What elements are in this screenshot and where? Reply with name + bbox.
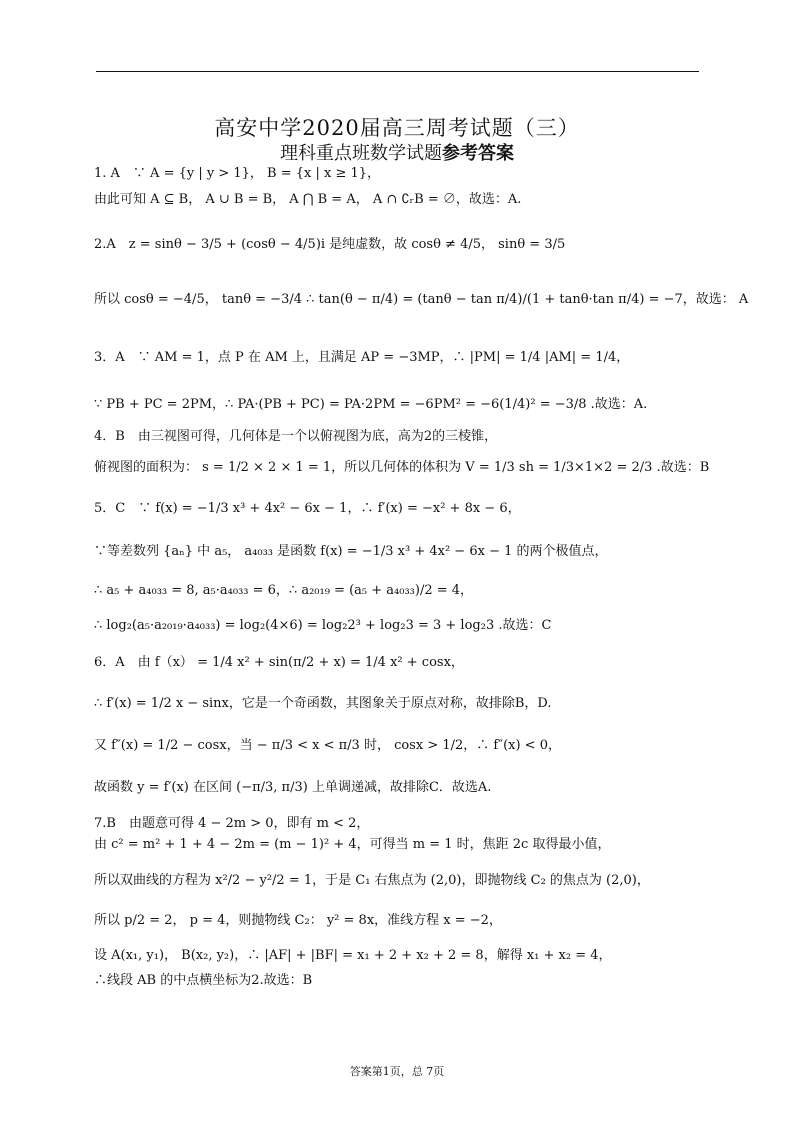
answer-line-4: 所以 cosθ = −4/5， tanθ = −3/4 ∴ tan(θ − π/4) = (tanθ − tan π/4)/(1 + tanθ·tan π/4) = −7，故选： A	[94, 292, 749, 307]
subtitle-plain: 理科重点班数学试题	[280, 143, 442, 164]
page-footer: 答案第1页，总 7页	[349, 1065, 445, 1078]
answer-line-21: 设 A(x₁, y₁)， B(x₂, y₂)，∴ |AF| + |BF| = x₁ + 2 + x₂ + 2 = 8，解得 x₁ + x₂ = 4，	[94, 948, 612, 963]
answer-line-3: 2.A z = sinθ − 3/5 + (cosθ − 4/5)i 是纯虚数，故 cosθ ≠ 4/5， sinθ = 3/5	[94, 237, 566, 252]
answer-line-14: ∴ f′(x) = 1/2 x − sinx，它是一个奇函数，其图象关于原点对称，故排除B，D.	[94, 696, 552, 711]
answer-line-11: ∴ a₅ + a₄₀₃₃ = 8, a₅·a₄₀₃₃ = 6，∴ a₂₀₁₉ = (a₅ + a₄₀₃₃)/2 = 4，	[94, 583, 474, 598]
answer-line-7: 4．B 由三视图可得，几何体是一个以俯视图为底，高为2的三棱锥，	[94, 429, 498, 444]
answer-line-20: 所以 p/2 = 2， p = 4，则抛物线 C₂： y² = 8x，准线方程 x = −2，	[94, 913, 502, 928]
answer-line-5: 3．A ∵ AM = 1，点 P 在 AM 上，且满足 AP = −3MP，∴ |PM| = 1/4 |AM| = 1/4，	[94, 350, 630, 365]
answer-line-12: ∴ log₂(a₅·a₂₀₁₉·a₄₀₃₃) = log₂(4×6) = log₂2³ + log₂3 = 3 + log₂3 .故选：C	[94, 618, 552, 633]
answer-line-19: 所以双曲线的方程为 x²/2 − y²/2 = 1，于是 C₁ 右焦点为 (2,0)，即抛物线 C₂ 的焦点为 (2,0)，	[94, 873, 650, 888]
answer-line-2: 由此可知 A ⊆ B， A ∪ B = B， A ⋂ B = A， A ∩ ∁ᵣB = ∅，故选：A.	[94, 192, 522, 207]
page-subtitle	[0, 139, 794, 165]
header-rule	[96, 71, 699, 72]
answer-line-16: 故函数 y = f′(x) 在区间 (−π/3, π/3) 上单调递减，故排除C．故选A.	[94, 780, 492, 795]
answer-line-22: ∴线段 AB 的中点横坐标为2.故选：B	[94, 973, 313, 988]
answer-line-8: 俯视图的面积为： s = 1/2 × 2 × 1 = 1，所以几何体的体积为 V = 1/3 sh = 1/3×1×2 = 2/3 .故选：B	[94, 460, 710, 475]
answer-line-1: 1. A ∵ A = {y | y > 1}， B = {x | x ≥ 1}，	[94, 166, 381, 181]
answer-line-15: 又 f″(x) = 1/2 − cosx，当 − π/3 < x < π/3 时， cosx > 1/2，∴ f″(x) < 0，	[94, 738, 561, 753]
answer-line-17: 7.B 由题意可得 4 − 2m > 0，即有 m < 2，	[94, 816, 370, 831]
answer-line-10: ∵等差数列 {aₙ} 中 a₅， a₄₀₃₃ 是函数 f(x) = −1/3 x³ + 4x² − 6x − 1 的两个极值点，	[94, 544, 608, 559]
answer-line-6: ∵ PB + PC = 2PM，∴ PA·(PB + PC) = PA·2PM = −6PM² = −6(1/4)² = −3/8 .故选：A.	[94, 397, 648, 412]
answer-line-13: 6．A 由 f（x） = 1/4 x² + sin(π/2 + x) = 1/4 x² + cosx，	[94, 655, 464, 670]
answer-line-18: 由 c² = m² + 1 + 4 − 2m = (m − 1)² + 4，可得当 m = 1 时，焦距 2c 取得最小值，	[94, 837, 611, 852]
answer-line-9: 5．C ∵ f(x) = −1/3 x³ + 4x² − 6x − 1，∴ f′(x) = −x² + 8x − 6，	[94, 501, 521, 516]
page-title: 高安中学2020届高三周考试题（三）	[214, 116, 580, 140]
subtitle-bold: 参考答案	[442, 143, 514, 164]
